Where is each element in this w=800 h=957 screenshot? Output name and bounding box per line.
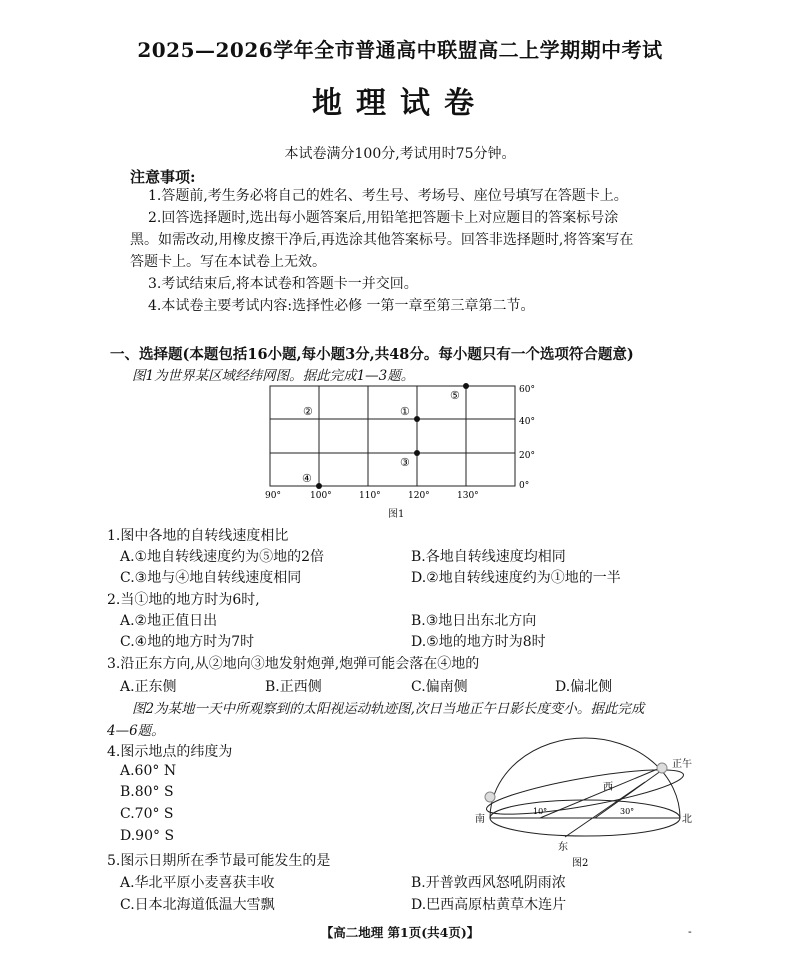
- label-east: 东: [558, 842, 568, 853]
- question-4-stem: 4.图示地点的纬度为: [107, 744, 233, 760]
- notice-item-1: 1.答题前,考生务必将自己的姓名、考生号、考场号、座位号填写在答题卡上。: [148, 188, 628, 204]
- notice-heading: 注意事项:: [130, 168, 196, 186]
- lon-label-130: 130°: [457, 491, 479, 501]
- exam-title: 2025—2026学年全市普通高中联盟高二上学期期中考试: [137, 38, 663, 62]
- figure2-caption: 图2: [572, 858, 589, 869]
- exam-info: 本试卷满分100分,考试用时75分钟。: [284, 146, 516, 162]
- sunrise-sun-icon: [485, 792, 495, 802]
- question-5-option-c: C.日本北海道低温大雪飘: [120, 897, 275, 913]
- label-north: 北: [682, 814, 692, 825]
- lon-label-120: 120°: [408, 491, 430, 501]
- question-3-stem: 3.沿正东方向,从②地向③地发射炮弹,炮弹可能会落在④地的: [107, 656, 480, 672]
- label-angle-30: 30°: [620, 807, 635, 816]
- question-5-option-a: A.华北平原小麦喜获丰收: [120, 875, 275, 891]
- question-1-option-d: D.②地自转线速度约为①地的一半: [411, 570, 621, 586]
- lon-label-110: 110°: [359, 491, 381, 501]
- label-noon: 正午: [672, 759, 692, 770]
- point-label-3: ③: [400, 456, 410, 469]
- point-dot-1: [414, 416, 420, 422]
- notice-item-2-line-2: 黑。如需改动,用橡皮擦干净后,再选涂其他答案标号。回答非选择题时,将答案写在: [130, 232, 634, 248]
- figure2-intro-line-1: 图2为某地一天中所观察到的太阳视运动轨迹图,次日当地正午日影长度变小。据此完成: [132, 701, 645, 717]
- question-2-option-c: C.④地的地方时为7时: [120, 634, 255, 650]
- point-dot-4: [316, 483, 322, 489]
- lat-label-40: 40°: [519, 417, 535, 427]
- subject-title: 地理试卷: [312, 86, 488, 121]
- lat-label-0: 0°: [519, 481, 530, 491]
- label-angle-10: 10°: [533, 807, 548, 816]
- question-4-option-c: C.70° S: [120, 806, 174, 822]
- question-1-option-c: C.③地与④地自转线速度相同: [120, 570, 302, 586]
- point-dot-3: [414, 450, 420, 456]
- question-1-option-b: B.各地自转线速度均相同: [411, 549, 566, 565]
- point-dot-5: [463, 383, 469, 389]
- question-3-option-d: D.偏北侧: [555, 679, 613, 695]
- lon-label-100: 100°: [310, 491, 332, 501]
- page-footer: 【高二地理 第1页(共4页)】: [320, 925, 480, 940]
- point-label-1: ①: [400, 405, 410, 418]
- notice-item-2-line-3: 答题卡上。写在本试卷上无效。: [130, 254, 326, 270]
- figure1-graticule: [255, 380, 555, 520]
- label-west: 西: [603, 782, 613, 793]
- point-label-5: ⑤: [450, 389, 460, 402]
- question-5-option-b: B.开普敦西风怒吼阴雨浓: [411, 875, 566, 891]
- question-3-option-c: C.偏南侧: [411, 679, 468, 695]
- lat-label-20: 20°: [519, 451, 535, 461]
- question-1-stem: 1.图中各地的自转线速度相比: [107, 528, 289, 544]
- question-2-stem: 2.当①地的地方时为6时,: [107, 592, 260, 608]
- notice-item-2-line-1: 2.回答选择题时,选出每小题答案后,用铅笔把答题卡上对应题目的答案标号涂: [148, 210, 619, 226]
- figure2-intro-line-2: 4—6题。: [107, 723, 165, 739]
- question-5-option-d: D.巴西高原枯黄草木连片: [411, 897, 567, 913]
- figure1-intro: 图1为世界某区域经纬网图。据此完成1—3题。: [132, 368, 415, 384]
- lat-label-60: 60°: [519, 385, 535, 395]
- question-4-option-b: B.80° S: [120, 784, 174, 800]
- label-south: 南: [475, 814, 485, 825]
- lon-label-90: 90°: [265, 491, 281, 501]
- corner-mark: -: [688, 925, 692, 938]
- notice-item-4: 4.本试卷主要考试内容:选择性必修 一第一章至第三章第二节。: [148, 298, 535, 314]
- figure2-sun-path-diagram: [470, 722, 700, 872]
- point-label-4: ④: [302, 472, 312, 485]
- notice-item-3: 3.考试结束后,将本试卷和答题卡一并交回。: [148, 276, 418, 292]
- question-5-stem: 5.图示日期所在季节最可能发生的是: [107, 853, 331, 869]
- figure1-caption: 图1: [388, 509, 405, 520]
- question-2-option-a: A.②地正值日出: [120, 613, 218, 629]
- question-3-option-b: B.正西侧: [265, 679, 322, 695]
- question-3-option-a: A.正东侧: [120, 679, 177, 695]
- noon-sun-icon: [657, 763, 667, 773]
- question-2-option-d: D.⑤地的地方时为8时: [411, 634, 546, 650]
- question-4-option-d: D.90° S: [120, 828, 175, 844]
- point-label-2: ②: [303, 405, 313, 418]
- question-4-option-a: A.60° N: [120, 763, 177, 779]
- question-1-option-a: A.①地自转线速度约为⑤地的2倍: [120, 549, 325, 565]
- question-2-option-b: B.③地日出东北方向: [411, 613, 537, 629]
- section-heading: 一、选择题(本题包括16小题,每小题3分,共48分。每小题只有一个选项符合题意): [110, 346, 634, 363]
